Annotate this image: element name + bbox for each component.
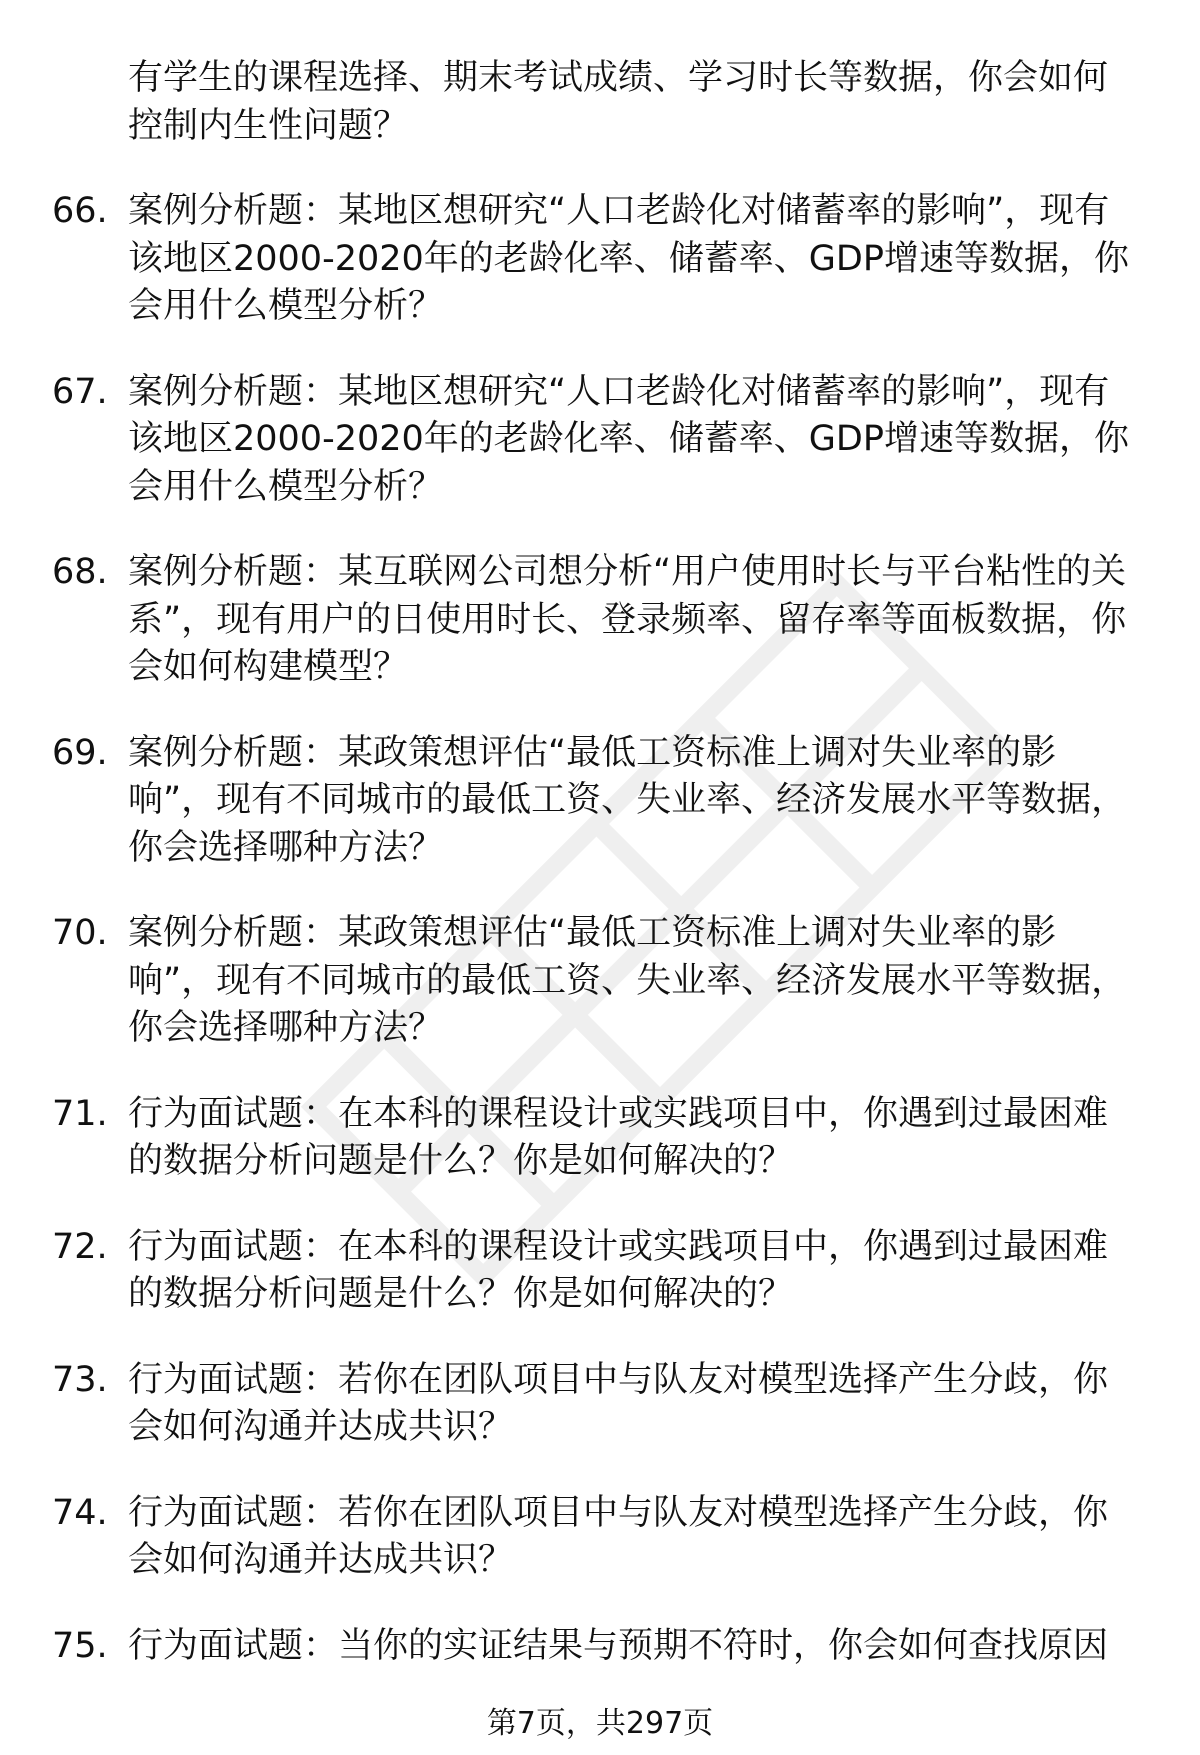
question-item bbox=[0, 730, 1200, 873]
question-item bbox=[0, 910, 1200, 1053]
question-text: 案例分析题：某地区想研究“人口老龄化对储蓄率的影响”，现有该地区2000-2020年的老龄化率、储蓄率、GDP增速等数据，你会用什么模型分析？ bbox=[128, 371, 1129, 507]
question-number: 74. bbox=[52, 1492, 108, 1533]
question-text: 行为面试题：若你在团队项目中与队友对模型选择产生分歧，你会如何沟通并达成共识？ bbox=[128, 1359, 1109, 1447]
page-footer: 第7页，共297页 bbox=[486, 1706, 714, 1741]
question-text: 行为面试题：当你的实证结果与预期不符时，你会如何查找原因 bbox=[128, 1625, 1109, 1666]
question-text: 行为面试题：若你在团队项目中与队友对模型选择产生分歧，你会如何沟通并达成共识？ bbox=[128, 1492, 1109, 1580]
question-item bbox=[0, 1091, 1200, 1186]
question-item bbox=[0, 1224, 1200, 1319]
question-number: 70. bbox=[52, 913, 108, 953]
question-number: 71. bbox=[52, 1093, 108, 1134]
question-text: 案例分析题：某互联网公司想分析“用户使用时长与平台粘性的关系”，现有用户的日使用时长、登录频率、留存率等面板数据，你会如何构建模型？ bbox=[128, 552, 1127, 687]
question-number: 73. bbox=[52, 1359, 108, 1400]
question-item bbox=[0, 188, 1200, 331]
question-text: 案例分析题：某政策想评估“最低工资标准上调对失业率的影响”，现有不同城市的最低工资、失业率、经济发展水平等数据，你会选择哪种方法？ bbox=[128, 732, 1127, 868]
question-text: 行为面试题：在本科的课程设计或实践项目中，你遇到过最困难的数据分析问题是什么？你是如何解决的？ bbox=[128, 1226, 1109, 1314]
question-text: 案例分析题：某政策想评估“最低工资标准上调对失业率的影响”，现有不同城市的最低工资、失业率、经济发展水平等数据，你会选择哪种方法？ bbox=[128, 913, 1127, 1048]
question-number: 66. bbox=[52, 191, 108, 231]
question-list bbox=[0, 55, 1200, 1708]
question-number: 72. bbox=[52, 1226, 108, 1267]
question-item bbox=[0, 1623, 1200, 1671]
question-text: 案例分析题：某地区想研究“人口老龄化对储蓄率的影响”，现有该地区2000-2020年的老龄化率、储蓄率、GDP增速等数据，你会用什么模型分析？ bbox=[128, 191, 1129, 326]
question-number: 68. bbox=[52, 552, 108, 592]
question-item bbox=[0, 55, 1200, 150]
question-item bbox=[0, 1490, 1200, 1585]
question-item bbox=[0, 369, 1200, 512]
question-number: 67. bbox=[52, 371, 108, 412]
question-text: 有学生的课程选择、期末考试成绩、学习时长等数据，你会如何控制内生性问题？ bbox=[128, 58, 1109, 146]
question-number: 75. bbox=[52, 1625, 108, 1666]
question-item bbox=[0, 549, 1200, 692]
question-text: 行为面试题：在本科的课程设计或实践项目中，你遇到过最困难的数据分析问题是什么？你是如何解决的？ bbox=[128, 1093, 1109, 1181]
question-number: 69. bbox=[52, 732, 108, 773]
question-item bbox=[0, 1357, 1200, 1452]
